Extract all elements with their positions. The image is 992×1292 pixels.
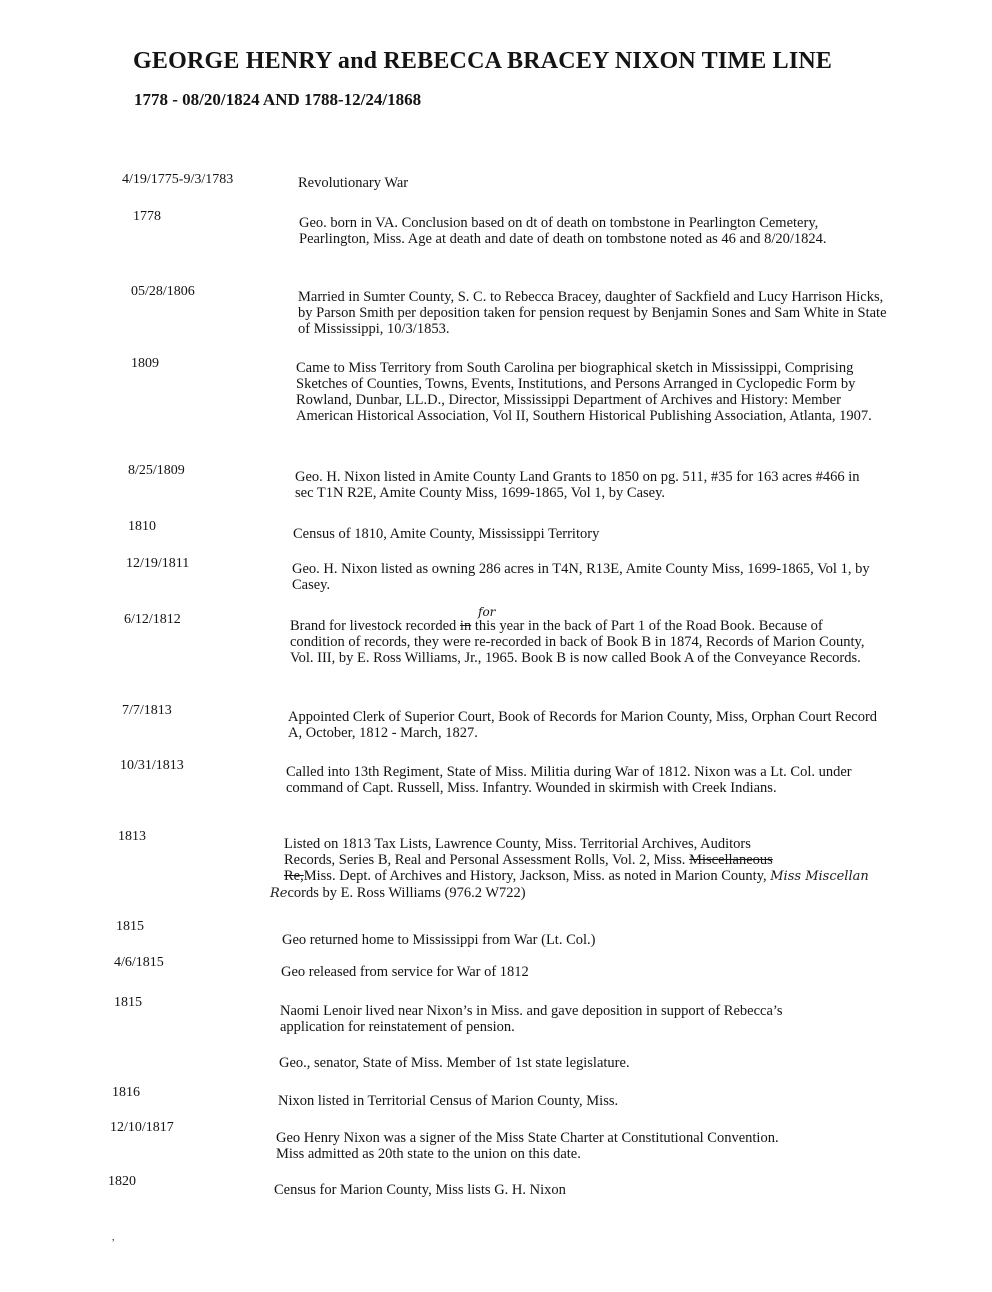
entry-text: Revolutionary War: [298, 175, 409, 191]
entry-date: 1815: [116, 919, 144, 934]
entry-date: 05/28/1806: [131, 284, 195, 299]
entry-text: [290, 618, 875, 666]
handwritten-note: Re: [270, 886, 288, 901]
entry-text: Came to Miss Territory from South Carolina per biographical sketch in Mississippi, Comprising Sketches of Counties, Towns, Events, Institutions, and Persons Arranged in Cyclopedic Form by Rowland, Dunbar, LL.D., Director, Mississippi Department of Archives and History: Member American Historical Association, Vol II, Southern Historical Publishing Association, Atlanta, 1907.: [296, 360, 872, 424]
entry-text-part: cords by E. Ross Williams (976.2 W722): [287, 885, 526, 901]
entry-date: 1778: [133, 209, 161, 224]
entry-date: 1809: [131, 356, 159, 371]
entry-text-part: Records, Series B, Real and Personal Assessment Rolls, Vol. 2, Miss.: [284, 852, 690, 868]
entry-text: [270, 836, 924, 902]
struck-text: in: [459, 618, 472, 634]
entry-date: 7/7/1813: [122, 703, 172, 718]
entry-text: Appointed Clerk of Superior Court, Book of Records for Marion County, Miss, Orphan Court Record A, October, 1812 - March, 1827.: [288, 709, 878, 741]
entry-text: Geo. H. Nixon listed as owning 286 acres in T4N, R13E, Amite County Miss, 1699-1865, Vol 1, by Casey.: [292, 561, 870, 593]
entry-date: 8/25/1809: [128, 463, 185, 478]
entry-date: 1820: [108, 1174, 136, 1189]
entry-line: [284, 868, 924, 885]
entry-text: Census of 1810, Amite County, Mississippi Territory: [293, 526, 600, 542]
entry-text: Geo. born in VA. Conclusion based on dt of death on tombstone in Pearlington Cemetery, Pearlington, Miss. Age at death and date of death on tombstone noted as 46 and 8/20/1824.: [299, 215, 827, 247]
entry-text: Geo released from service for War of 1812: [281, 964, 529, 980]
scan-mark: ,: [112, 1232, 115, 1243]
entry-date: 12/19/1811: [126, 556, 190, 571]
entry-line: [284, 852, 924, 868]
entry-date: 4/6/1815: [114, 955, 164, 970]
page-title: GEORGE HENRY and REBECCA BRACEY NIXON TIME LINE: [133, 48, 833, 74]
entry-text-part: Miss. Dept. of Archives and History, Jackson, Miss. as noted in Marion County,: [303, 868, 771, 884]
entry-date: 6/12/1812: [124, 612, 181, 627]
entry-text-part: this year in the back of Part 1 of the Road Book. Because of condition of records, they were re-recorded in back of Book B in 1874, Records of Marion County, Vol. III, by E. Ross Williams, Jr., 1965. Book B is now called Book A of the Conveyance Records.: [290, 618, 865, 666]
entry-date: 1816: [112, 1085, 140, 1100]
entry-text: Called into 13th Regiment, State of Miss. Militia during War of 1812. Nixon was a Lt. Col. under command of Capt. Russell, Miss. Infantry. Wounded in skirmish with Creek Indians.: [286, 764, 852, 796]
entry-line: Listed on 1813 Tax Lists, Lawrence County, Miss. Territorial Archives, Auditors: [284, 836, 751, 852]
struck-text: Miscellaneous: [689, 852, 773, 868]
entry-line: [270, 885, 924, 902]
entry-text: Nixon listed in Territorial Census of Marion County, Miss.: [278, 1093, 619, 1109]
entry-date: 1813: [118, 829, 146, 844]
entry-text-part: Brand for livestock recorded: [290, 618, 460, 634]
entry-date: 4/19/1775-9/3/1783: [122, 172, 234, 187]
entry-date: 12/10/1817: [110, 1120, 174, 1135]
entry-date: 10/31/1813: [120, 758, 184, 773]
entry-date: 1810: [128, 519, 156, 534]
entry-text: Geo. H. Nixon listed in Amite County Land Grants to 1850 on pg. 511, #35 for 163 acres #466 in sec T1N R2E, Amite County Miss, 1699-1865, Vol 1, by Casey.: [295, 469, 860, 501]
page-subtitle: 1778 - 08/20/1824 AND 1788-12/24/1868: [134, 90, 422, 109]
struck-text: Re,: [284, 868, 304, 884]
entry-text: Geo returned home to Mississippi from War (Lt. Col.): [282, 932, 596, 948]
entry-text: Geo Henry Nixon was a signer of the Miss State Charter at Constitutional Convention. Miss admitted as 20th state to the union on this date.: [276, 1130, 779, 1162]
entry-text: Married in Sumter County, S. C. to Rebecca Bracey, daughter of Sackfield and Lucy Harrison Hicks, by Parson Smith per deposition taken for pension request by Benjamin Sones and Sam White in State of Mississippi, 10/3/1853.: [298, 289, 887, 337]
entry-text: Census for Marion County, Miss lists G. H. Nixon: [274, 1182, 566, 1198]
entry-text: Naomi Lenoir lived near Nixon’s in Miss. and gave deposition in support of Rebecca’s application for reinstatement of pension.: [280, 1003, 783, 1035]
entry-date: 1815: [114, 995, 142, 1010]
handwritten-note: Miss Miscellan: [770, 869, 869, 884]
entry-text: Geo., senator, State of Miss. Member of 1st state legislature.: [279, 1055, 630, 1071]
handwritten-insert: for: [478, 605, 496, 619]
